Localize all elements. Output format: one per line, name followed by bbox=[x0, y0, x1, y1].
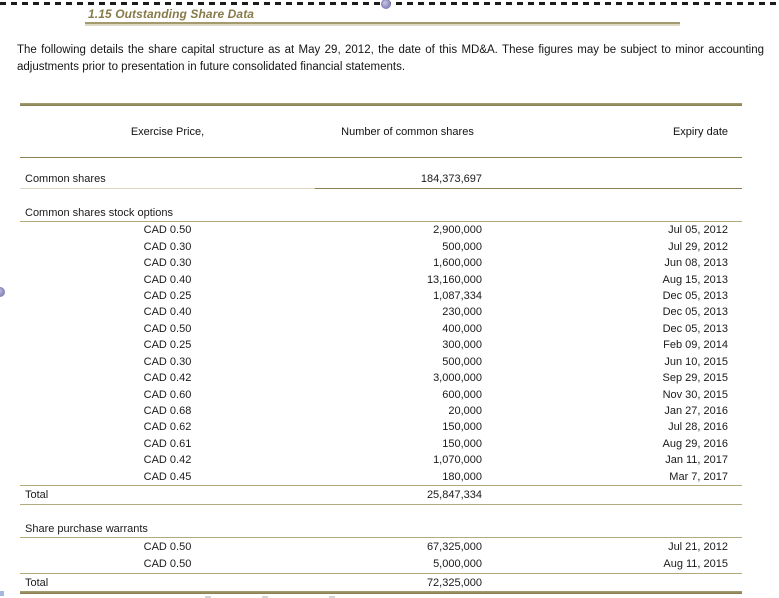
section-heading: 1.15 Outstanding Share Data bbox=[88, 7, 255, 21]
exercise-price-cell: CAD 0.50 bbox=[143, 540, 192, 553]
intro-paragraph: The following details the share capital structure as at May 29, 2012, the date of this MD&A. These figures may be subject to minor accounting adjustments prior to presentation in future consolidated financial statements. bbox=[17, 44, 764, 73]
table-row bbox=[20, 419, 742, 435]
share-data-table bbox=[20, 103, 742, 594]
table-row bbox=[20, 222, 742, 238]
expiry-date-cell: Nov 30, 2015 bbox=[662, 388, 728, 401]
header-number-of-shares: Number of common shares bbox=[341, 125, 474, 138]
exercise-price-cell: CAD 0.40 bbox=[143, 306, 192, 319]
shares-count-cell: 13,160,000 bbox=[426, 273, 482, 286]
exercise-price-cell: CAD 0.50 bbox=[143, 558, 192, 571]
shares-count-cell: 150,000 bbox=[442, 437, 482, 450]
heading-underline bbox=[85, 22, 680, 26]
expiry-date-cell: Jul 29, 2012 bbox=[668, 240, 728, 253]
table-row bbox=[20, 556, 742, 574]
stock-options-label: Common shares stock options bbox=[25, 207, 173, 219]
shares-count-cell: 1,070,000 bbox=[433, 454, 482, 467]
table-row bbox=[20, 436, 742, 452]
expiry-date-cell: Mar 7, 2017 bbox=[669, 470, 728, 483]
header-exercise-price: Exercise Price, bbox=[130, 125, 205, 138]
table-row bbox=[20, 271, 742, 287]
table-row bbox=[20, 538, 742, 556]
exercise-price-cell: CAD 0.60 bbox=[143, 388, 192, 401]
expiry-date-cell: Jun 08, 2013 bbox=[664, 257, 728, 270]
table-row bbox=[20, 452, 742, 468]
stock-options-rows bbox=[20, 222, 742, 486]
table-row bbox=[20, 370, 742, 386]
warrants-rows bbox=[20, 538, 742, 574]
expiry-date-cell: Jun 10, 2015 bbox=[664, 355, 728, 368]
exercise-price-cell: CAD 0.25 bbox=[143, 339, 192, 352]
warrants-total-row bbox=[20, 574, 742, 591]
shares-count-cell: 400,000 bbox=[442, 322, 482, 335]
shares-count-cell: 150,000 bbox=[442, 421, 482, 434]
expiry-date-cell: Jan 11, 2017 bbox=[665, 454, 728, 467]
common-shares-value: 184,373,697 bbox=[315, 173, 500, 189]
exercise-price-cell: CAD 0.45 bbox=[143, 470, 192, 483]
selection-handle-left[interactable] bbox=[0, 287, 5, 297]
exercise-price-cell: CAD 0.30 bbox=[143, 355, 192, 368]
table-row bbox=[20, 238, 742, 254]
expiry-date-cell: Dec 05, 2013 bbox=[662, 306, 728, 319]
exercise-price-cell: CAD 0.30 bbox=[143, 257, 192, 270]
table-row bbox=[20, 288, 742, 304]
table-row bbox=[20, 386, 742, 402]
total-label: Total bbox=[25, 489, 49, 501]
selection-handle-bottom-left bbox=[0, 591, 4, 596]
shares-count-cell: 1,087,334 bbox=[433, 289, 482, 302]
exercise-price-cell: CAD 0.50 bbox=[143, 224, 192, 237]
expiry-date-cell: Jul 21, 2012 bbox=[668, 540, 728, 553]
expiry-date-cell: Aug 11, 2015 bbox=[663, 558, 728, 571]
total-label: Total bbox=[25, 577, 49, 589]
table-row bbox=[20, 403, 742, 419]
exercise-price-cell: CAD 0.68 bbox=[143, 405, 192, 418]
table-row bbox=[20, 304, 742, 320]
expiry-date-cell: Jul 28, 2016 bbox=[668, 421, 728, 434]
warrants-total-value: 72,325,000 bbox=[426, 577, 482, 589]
expiry-date-cell: Dec 05, 2013 bbox=[662, 289, 728, 302]
shares-count-cell: 500,000 bbox=[442, 355, 482, 368]
warrants-section-row bbox=[20, 505, 742, 538]
table-bottom-border bbox=[20, 591, 742, 594]
table-row bbox=[20, 321, 742, 337]
table-row bbox=[20, 469, 742, 485]
stock-options-total-value: 25,847,334 bbox=[426, 489, 482, 501]
exercise-price-cell: CAD 0.42 bbox=[143, 454, 192, 467]
common-shares-label: Common shares bbox=[20, 173, 315, 189]
shares-count-cell: 67,325,000 bbox=[426, 540, 482, 553]
table-row bbox=[20, 337, 742, 353]
shares-count-cell: 180,000 bbox=[442, 470, 482, 483]
shares-count-cell: 3,000,000 bbox=[433, 372, 482, 385]
stock-options-total-row bbox=[20, 486, 742, 505]
shares-count-cell: 230,000 bbox=[442, 306, 482, 319]
expiry-date-cell: Sep 29, 2015 bbox=[662, 372, 728, 385]
shares-count-cell: 2,900,000 bbox=[433, 224, 482, 237]
shares-count-cell: 20,000 bbox=[448, 405, 482, 418]
exercise-price-cell: CAD 0.25 bbox=[143, 289, 192, 302]
common-shares-expiry-cell bbox=[500, 185, 742, 189]
expiry-date-cell: Jul 05, 2012 bbox=[668, 224, 728, 237]
stock-options-section-row bbox=[20, 189, 742, 222]
exercise-price-cell: CAD 0.62 bbox=[143, 421, 192, 434]
expiry-date-cell: Jan 27, 2016 bbox=[664, 405, 728, 418]
table-header-row bbox=[20, 106, 742, 158]
shares-count-cell: 5,000,000 bbox=[433, 558, 482, 571]
expiry-date-cell: Aug 29, 2016 bbox=[662, 437, 728, 450]
selection-handle-top[interactable] bbox=[381, 0, 391, 9]
header-expiry-date: Expiry date bbox=[672, 125, 728, 138]
warrants-label: Share purchase warrants bbox=[25, 523, 148, 535]
table-row bbox=[20, 255, 742, 271]
shares-count-cell: 600,000 bbox=[442, 388, 482, 401]
expiry-date-cell: Aug 15, 2013 bbox=[662, 273, 728, 286]
shares-count-cell: 1,600,000 bbox=[433, 257, 482, 270]
exercise-price-cell: CAD 0.42 bbox=[143, 372, 192, 385]
common-shares-row bbox=[20, 158, 742, 189]
exercise-price-cell: CAD 0.30 bbox=[143, 240, 192, 253]
expiry-date-cell: Feb 09, 2014 bbox=[663, 339, 728, 352]
table-row bbox=[20, 354, 742, 370]
expiry-date-cell: Dec 05, 2013 bbox=[662, 322, 728, 335]
exercise-price-cell: CAD 0.50 bbox=[143, 322, 192, 335]
exercise-price-cell: CAD 0.61 bbox=[143, 437, 192, 450]
exercise-price-cell: CAD 0.40 bbox=[143, 273, 192, 286]
shares-count-cell: 500,000 bbox=[442, 240, 482, 253]
shares-count-cell: 300,000 bbox=[442, 339, 482, 352]
